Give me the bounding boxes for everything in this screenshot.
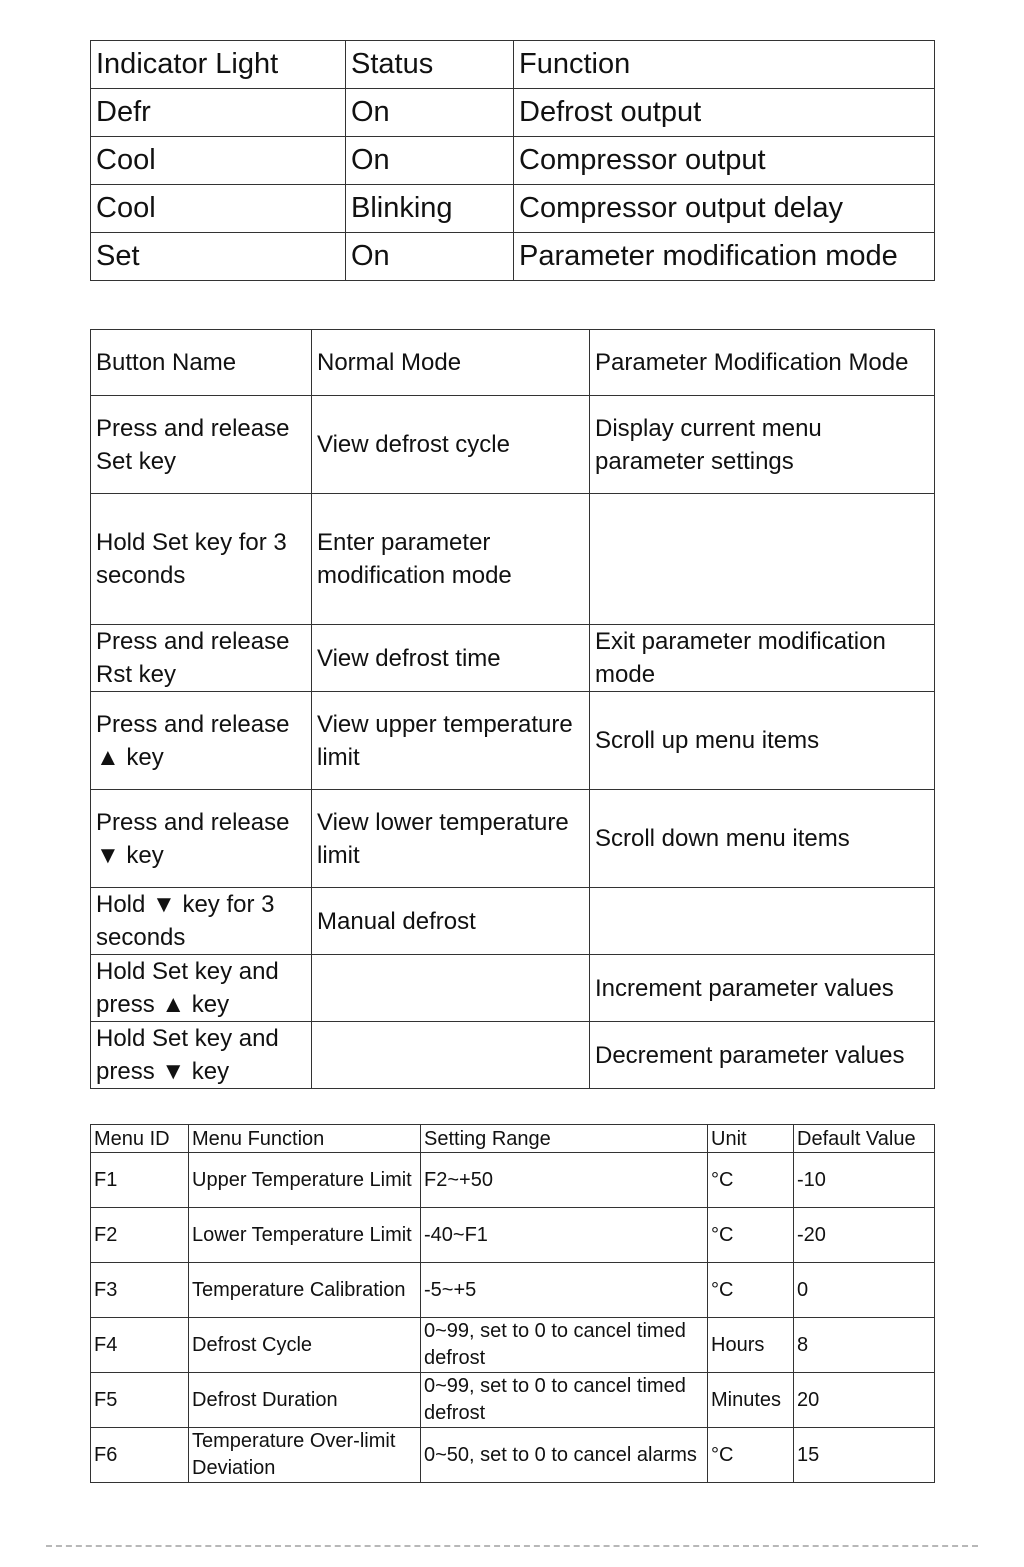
table-cell: Hold Set key and press ▲ key <box>91 955 312 1022</box>
table-cell: Press and release ▼ key <box>91 790 312 888</box>
table-row <box>91 955 935 1022</box>
table-row <box>91 494 935 625</box>
table-cell: -5~+5 <box>421 1263 708 1318</box>
table-row <box>91 185 935 233</box>
table-cell <box>312 1022 590 1089</box>
table-cell: Exit parameter modification mode <box>590 625 935 692</box>
table-row <box>91 625 935 692</box>
table-cell: Temperature Calibration <box>189 1263 421 1318</box>
table-row <box>91 1153 935 1208</box>
column-header: Normal Mode <box>312 330 590 396</box>
table-cell: -10 <box>794 1153 935 1208</box>
table-cell: Decrement parameter values <box>590 1022 935 1089</box>
table-row <box>91 1318 935 1373</box>
table-cell: 0 <box>794 1263 935 1318</box>
table-row <box>91 888 935 955</box>
table-cell: Defrost Cycle <box>189 1318 421 1373</box>
table-cell: Temperature Over-limit Deviation <box>189 1428 421 1483</box>
table-cell: °C <box>708 1263 794 1318</box>
table-cell: °C <box>708 1208 794 1263</box>
table-cell: Press and release Set key <box>91 396 312 494</box>
column-header: Indicator Light <box>91 41 346 89</box>
table-row <box>91 396 935 494</box>
table-cell: Set <box>91 233 346 281</box>
table-cell: Display current menu parameter settings <box>590 396 935 494</box>
table-cell: Minutes <box>708 1373 794 1428</box>
page-divider <box>46 1545 978 1547</box>
table-cell: Blinking <box>346 185 514 233</box>
table-cell: F4 <box>91 1318 189 1373</box>
table-cell: Increment parameter values <box>590 955 935 1022</box>
button-function-table <box>90 329 935 1089</box>
column-header: Function <box>514 41 935 89</box>
table-cell <box>590 888 935 955</box>
table-row <box>91 1428 935 1483</box>
table-cell: 0~99, set to 0 to cancel timed defrost <box>421 1373 708 1428</box>
table-cell: On <box>346 137 514 185</box>
table-cell: Parameter modification mode <box>514 233 935 281</box>
table-row <box>91 692 935 790</box>
table-cell: Hold ▼ key for 3 seconds <box>91 888 312 955</box>
table-cell: Upper Temperature Limit <box>189 1153 421 1208</box>
table-cell: View defrost cycle <box>312 396 590 494</box>
table-cell: F3 <box>91 1263 189 1318</box>
table-cell: Compressor output <box>514 137 935 185</box>
column-header: Parameter Modification Mode <box>590 330 935 396</box>
table-cell: Defrost Duration <box>189 1373 421 1428</box>
table-cell: Cool <box>91 137 346 185</box>
table-cell: F2 <box>91 1208 189 1263</box>
table-cell: Press and release ▲ key <box>91 692 312 790</box>
table-header-row <box>91 1125 935 1153</box>
column-header: Menu ID <box>91 1125 189 1153</box>
table-cell: Scroll down menu items <box>590 790 935 888</box>
table-cell: Hold Set key for 3 seconds <box>91 494 312 625</box>
table-header-row <box>91 41 935 89</box>
table-header-row <box>91 330 935 396</box>
table-cell: Defrost output <box>514 89 935 137</box>
column-header: Button Name <box>91 330 312 396</box>
table-cell <box>590 494 935 625</box>
table-cell: Defr <box>91 89 346 137</box>
table-row <box>91 790 935 888</box>
table-cell <box>312 955 590 1022</box>
table-cell: Hours <box>708 1318 794 1373</box>
table-cell: Compressor output delay <box>514 185 935 233</box>
table-cell: On <box>346 233 514 281</box>
table-cell: View lower temperature limit <box>312 790 590 888</box>
table-cell: °C <box>708 1153 794 1208</box>
column-header: Menu Function <box>189 1125 421 1153</box>
table-cell: Cool <box>91 185 346 233</box>
table-cell: Scroll up menu items <box>590 692 935 790</box>
table-cell: 8 <box>794 1318 935 1373</box>
table-cell: 0~99, set to 0 to cancel timed defrost <box>421 1318 708 1373</box>
table-cell: -40~F1 <box>421 1208 708 1263</box>
table-cell: On <box>346 89 514 137</box>
table-cell: F5 <box>91 1373 189 1428</box>
table-cell: 15 <box>794 1428 935 1483</box>
table-cell: Manual defrost <box>312 888 590 955</box>
table-row <box>91 1022 935 1089</box>
table-row <box>91 89 935 137</box>
indicator-light-table <box>90 40 935 281</box>
table-cell: F6 <box>91 1428 189 1483</box>
table-row <box>91 137 935 185</box>
table-cell: View defrost time <box>312 625 590 692</box>
table-cell: 20 <box>794 1373 935 1428</box>
table-cell: F2~+50 <box>421 1153 708 1208</box>
table-cell: -20 <box>794 1208 935 1263</box>
column-header: Status <box>346 41 514 89</box>
table-row <box>91 1373 935 1428</box>
table-cell: Hold Set key and press ▼ key <box>91 1022 312 1089</box>
table-cell: Lower Temperature Limit <box>189 1208 421 1263</box>
table-cell: F1 <box>91 1153 189 1208</box>
table-row <box>91 233 935 281</box>
menu-parameter-table <box>90 1124 935 1483</box>
table-cell: °C <box>708 1428 794 1483</box>
column-header: Default Value <box>794 1125 935 1153</box>
table-cell: Press and release Rst key <box>91 625 312 692</box>
column-header: Unit <box>708 1125 794 1153</box>
table-cell: 0~50, set to 0 to cancel alarms <box>421 1428 708 1483</box>
table-row <box>91 1208 935 1263</box>
table-cell: Enter parameter modification mode <box>312 494 590 625</box>
table-cell: View upper temperature limit <box>312 692 590 790</box>
table-row <box>91 1263 935 1318</box>
column-header: Setting Range <box>421 1125 708 1153</box>
